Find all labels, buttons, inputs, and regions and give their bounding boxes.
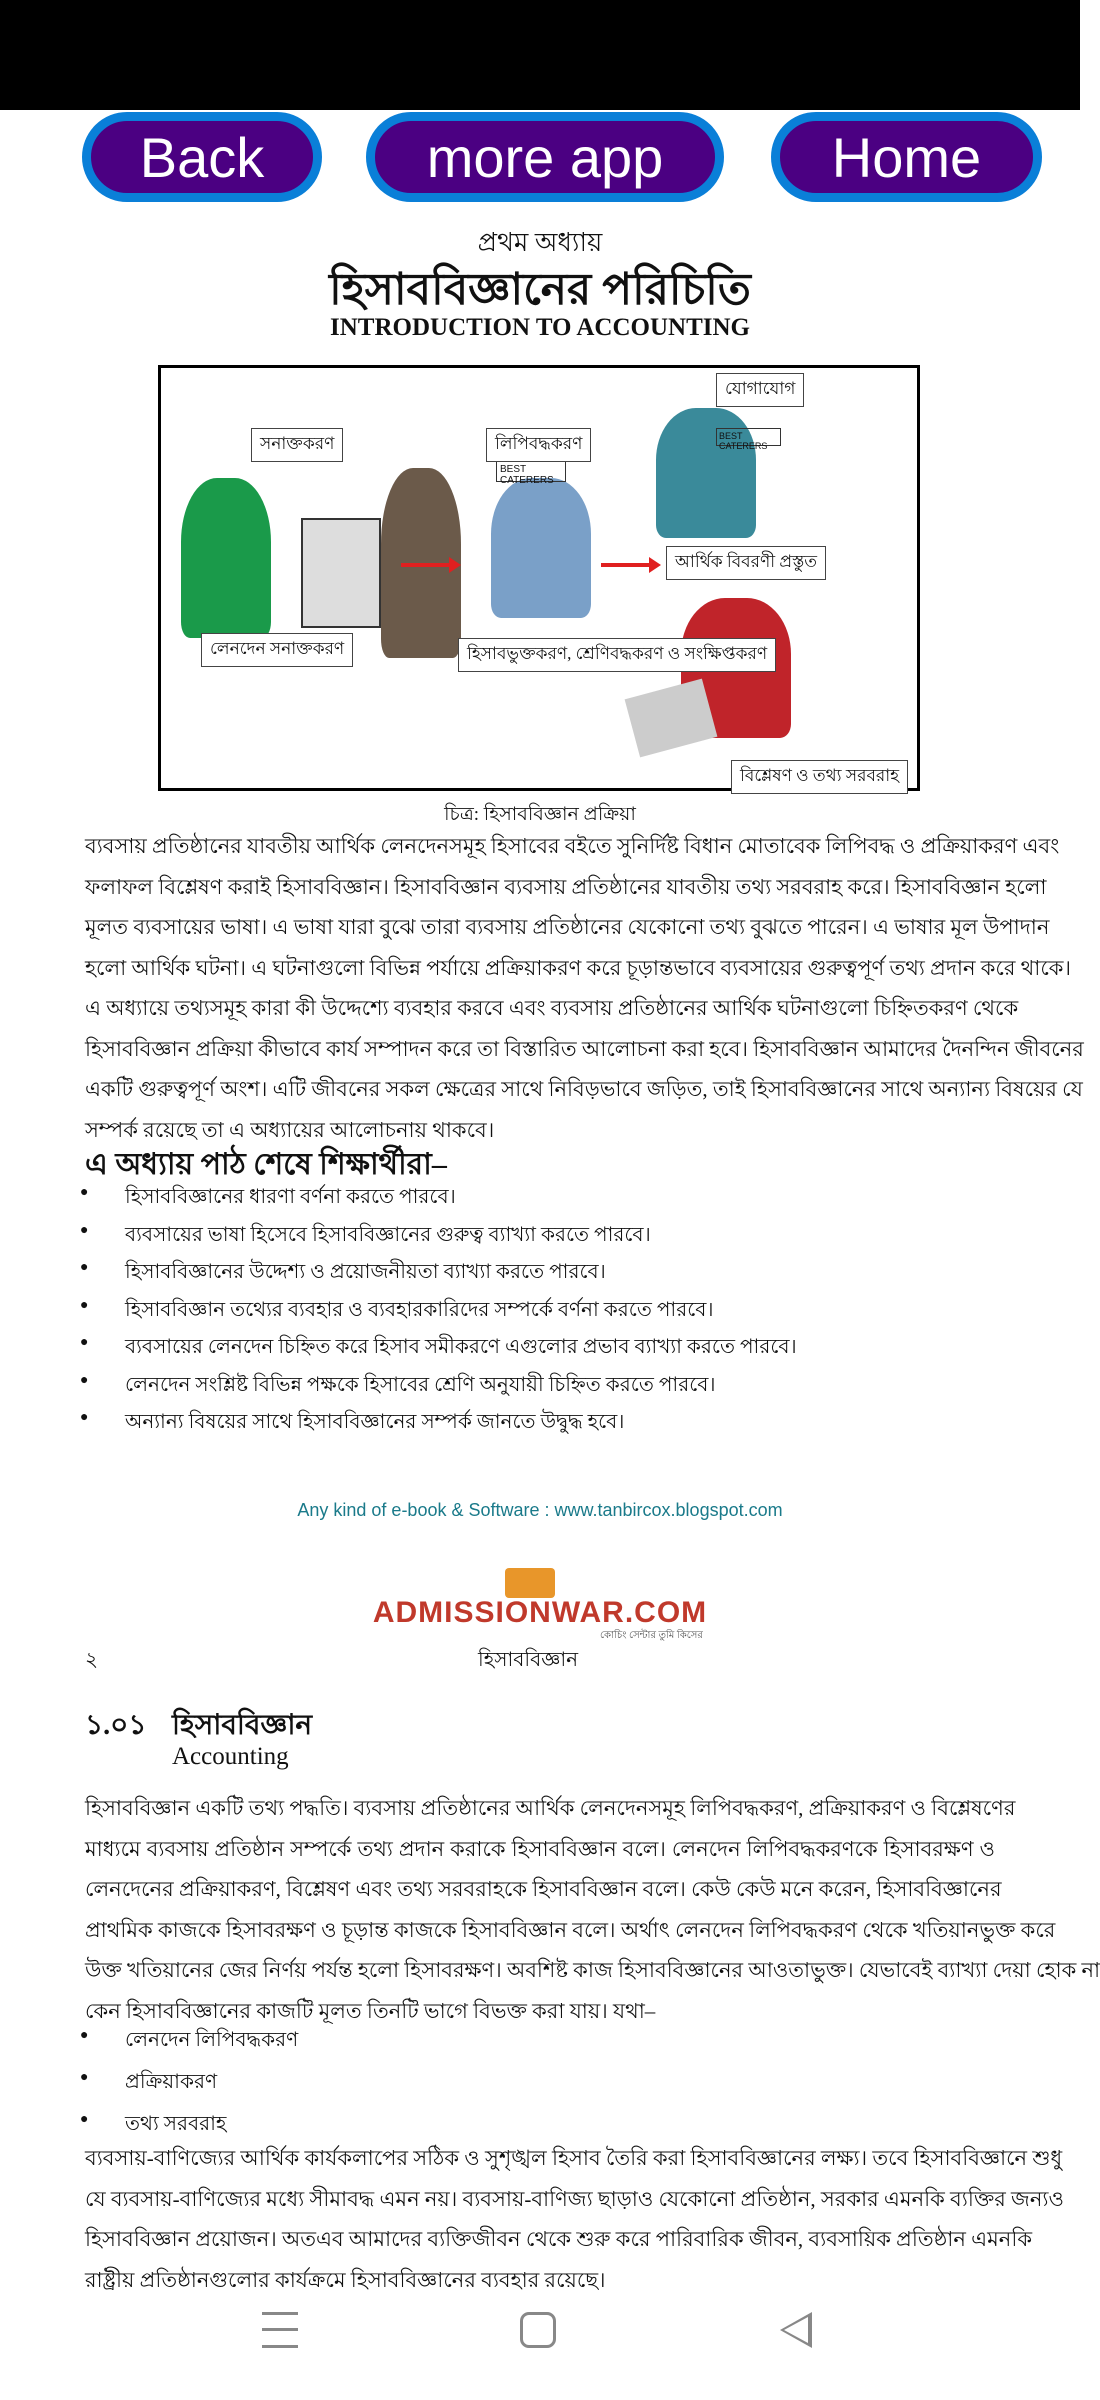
paragraph-line: ব্যবসায় প্রতিষ্ঠানের যাবতীয় আর্থিক লেনদেনসমূহ হিসাবের বইতে সুনির্দিষ্ট বিধান মোতাবেক লিপিবদ্ধ ও প্রক্রিয়াকরণ এবং <box>85 834 1060 858</box>
arrow-icon <box>601 563 651 567</box>
bullet-item: ● লেনদেন লিপিবদ্ধকরণ <box>125 2025 298 2058</box>
label-identify: সনাক্তকরণ <box>251 428 343 462</box>
paragraph-line: মাধ্যমে ব্যবসায় প্রতিষ্ঠান সম্পর্কে তথ্য প্রদান করাকে হিসাববিজ্ঞান বলে। লেনদেন লিপিবদ্ধকরণকে হিসাবরক্ষণ ও <box>85 1836 995 1861</box>
paragraph-line: কেন হিসাববিজ্ঞানের কাজটি মূলত তিনটি ভাগে বিভক্ত করা যায়। যথা– <box>85 1998 656 2023</box>
accounting-process-figure <box>158 365 920 791</box>
paragraph-line: হিসাববিজ্ঞান প্রক্রিয়া কীভাবে কার্য সম্পাদন করে তা বিস্তারিত আলোচনা করা হবে। হিসাববিজ্ঞান আমাদের দৈনন্দিন জীবনের <box>85 1036 1084 1061</box>
menu-icon[interactable] <box>262 2312 298 2348</box>
chapter-number: প্রথম অধ্যায় <box>477 228 603 257</box>
bullet-item: ● লেনদেন সংশ্লিষ্ট বিভিন্ন পক্ষকে হিসাবের শ্রেণি অনুযায়ী চিহ্নিত করতে পারবে। <box>125 1370 716 1403</box>
person-illustration <box>181 478 271 638</box>
paragraph-line: ব্যবসায়-বাণিজ্যের আর্থিক কার্যকলাপের সঠিক ও সুশৃঙ্খল হিসাব তৈরি করা হিসাববিজ্ঞানের লক্ষ্য। তবে হিসাববিজ্ঞানে শুধু <box>85 2146 1063 2170</box>
paragraph-line: যে ব্যবসায়-বাণিজ্যের মধ্যে সীমাবদ্ধ এমন নয়। ব্যবসায়-বাণিজ্য ছাড়াও যেকোনো প্রতিষ্ঠান, সরকার এমনকি ব্যক্তির জন্যও <box>85 2186 1064 2211</box>
paragraph-line: একটি গুরুত্বপূর্ণ অংশ। এটি জীবনের সকল ক্ষেত্রের সাথে নিবিড়ভাবে জড়িত, তাই হিসাববিজ্ঞানের সাথে অন্যান্য বিষয়ের যে <box>85 1077 1083 1101</box>
more-app-button[interactable]: more app <box>366 112 724 202</box>
bullet-item: ● অন্যান্য বিষয়ের সাথে হিসাববিজ্ঞানের সম্পর্ক জানতে উদ্বুদ্ধ হবে। <box>125 1407 624 1440</box>
bullet-item: ● হিসাববিজ্ঞানের উদ্দেশ্য ও প্রয়োজনীয়তা ব্যাখ্যা করতে পারবে। <box>125 1257 606 1290</box>
sign: BEST CATERERS <box>716 428 781 446</box>
paragraph-line: হিসাববিজ্ঞান প্রয়োজন। অতএব আমাদের ব্যক্তিজীবন থেকে শুরু করে পারিবারিক জীবন, ব্যবসায়িক প্রতিষ্ঠান এমনকি <box>85 2227 1033 2251</box>
label-transaction-identify: লেনদেন সনাক্তকরণ <box>201 633 353 667</box>
bullet-item: ● তথ্য সরবরাহ <box>125 2109 226 2142</box>
paragraph-line: লেনদেনের প্রক্রিয়াকরণ, বিশ্লেষণ এবং তথ্য সরবরাহকে হিসাববিজ্ঞান বলে। কেউ কেউ মনে করেন, হিসাববিজ্ঞানের <box>85 1877 1002 1901</box>
logo-text: ADMISSIONWAR.COM <box>372 1596 708 1629</box>
paragraph-line: প্রাথমিক কাজকে হিসাবরক্ষণ ও চূড়ান্ত কাজকে হিসাববিজ্ঞান বলে। অর্থাৎ লেনদেন লিপিবদ্ধকরণ থেকে খতিয়ানভুক্ত করে <box>85 1917 1056 1942</box>
paragraph-line: মূলত ব্যবসায়ের ভাষা। এ ভাষা যারা বুঝে তারা ব্যবসায় প্রতিষ্ঠানের যেকোনো তথ্য বুঝতে পারেন। এ ভাষার মূল উপাদান <box>85 915 1050 939</box>
label-statements: আর্থিক বিবরণী প্রস্তুত <box>666 546 826 580</box>
chapter-title: হিসাববিজ্ঞানের পরিচিতি <box>329 265 751 314</box>
chapter-title-en: INTRODUCTION TO ACCOUNTING <box>330 314 750 341</box>
paragraph-line: উক্ত খতিয়ানের জের নির্ণয় পর্যন্ত হলো হিসাবরক্ষণ। অবশিষ্ট কাজ হিসাববিজ্ঞানের আওতাভুক্ত। যেভাবেই ব্যাখ্যা দেয়া হোক না <box>85 1958 1100 1982</box>
status-bar <box>0 0 1080 110</box>
footer-link[interactable]: Any kind of e-book & Software : www.tanbircox.blogspot.com <box>297 1500 783 1520</box>
book-icon <box>505 1568 555 1598</box>
paragraph-line: হিসাববিজ্ঞান একটি তথ্য পদ্ধতি। ব্যবসায় প্রতিষ্ঠানের আর্থিক লেনদেনসমূহ লিপিবদ্ধকরণ, প্রক্রিয়াকরণ ও বিশ্লেষণের <box>85 1796 1016 1820</box>
paragraph-line: রাষ্ট্রীয় প্রতিষ্ঠানগুলোর কার্যক্রমে হিসাববিজ্ঞানের ব্যবহার রয়েছে। <box>85 2267 606 2292</box>
back-nav-icon[interactable] <box>780 2312 812 2348</box>
register-illustration <box>301 518 381 628</box>
bullet-item: ● ব্যবসায়ের ভাষা হিসেবে হিসাববিজ্ঞানের গুরুত্ব ব্যাখ্যা করতে পারবে। <box>125 1220 651 1253</box>
bullet-item: ● প্রক্রিয়াকরণ <box>125 2067 217 2100</box>
newspaper-illustration <box>625 679 718 758</box>
person-illustration <box>491 478 591 618</box>
label-analyze: বিশ্লেষণ ও তথ্য সরবরাহ <box>731 760 908 794</box>
paragraph-line: ফলাফল বিশ্লেষণ করাই হিসাববিজ্ঞান। হিসাববিজ্ঞান ব্যবসায় প্রতিষ্ঠানের যাবতীয় তথ্য সরবরাহ করে। হিসাববিজ্ঞান হলো <box>85 874 1047 899</box>
label-record: লিপিবদ্ধকরণ <box>486 428 591 462</box>
bullet-item: ● হিসাববিজ্ঞানের ধারণা বর্ণনা করতে পারবে। <box>125 1182 456 1215</box>
section-title-en: Accounting <box>172 1743 289 1770</box>
section-title: হিসাববিজ্ঞান <box>172 1710 313 1741</box>
page-number: ২ <box>85 1649 99 1671</box>
figure-caption: চিত্র: হিসাববিজ্ঞান প্রক্রিয়া <box>444 804 636 825</box>
home-button[interactable]: Home <box>771 112 1042 202</box>
arrow-icon <box>401 563 451 567</box>
bullet-item: ● ব্যবসায়ের লেনদেন চিহ্নিত করে হিসাব সমীকরণে এগুলোর প্রভাব ব্যাখ্যা করতে পারবে। <box>125 1332 797 1365</box>
bullet-item: ● হিসাববিজ্ঞান তথ্যের ব্যবহার ও ব্যবহারকারিদের সম্পর্কে বর্ণনা করতে পারবে। <box>125 1295 714 1328</box>
logo-tagline: কোচিং সেন্টার তুমি কিসের <box>600 1630 703 1641</box>
objectives-heading: এ অধ্যায় পাঠ শেষে শিক্ষার্থীরা– <box>85 1148 447 1181</box>
paragraph-line: হলো আর্থিক ঘটনা। এ ঘটনাগুলো বিভিন্ন পর্যায়ে প্রক্রিয়াকরণ করে চূড়ান্তভাবে ব্যবসায়ের গুরুত্বপূর্ণ তথ্য প্রদান করে থাকে। <box>85 955 1071 980</box>
label-communicate: যোগাযোগ <box>716 373 804 407</box>
home-nav-icon[interactable] <box>520 2312 556 2348</box>
section-number: ১.০১ <box>85 1710 147 1741</box>
running-head: হিসাববিজ্ঞান <box>478 1649 579 1671</box>
paragraph-line: সম্পর্ক রয়েছে তা এ অধ্যায়ের আলোচনায় থাকবে। <box>85 1117 495 1142</box>
sign: BEST CATERERS <box>496 460 566 482</box>
paragraph-line: এ অধ্যায়ে তথ্যসমূহ কারা কী উদ্দেশ্যে ব্যবহার করবে এবং ব্যবসায় প্রতিষ্ঠানের আর্থিক ঘটনাগুলো চিহ্নিতকরণ থেকে <box>85 996 1019 1020</box>
label-classify: হিসাবভুক্তকরণ, শ্রেণিবদ্ধকরণ ও সংক্ষিপ্তকরণ <box>458 638 776 672</box>
back-button[interactable]: Back <box>82 112 322 202</box>
